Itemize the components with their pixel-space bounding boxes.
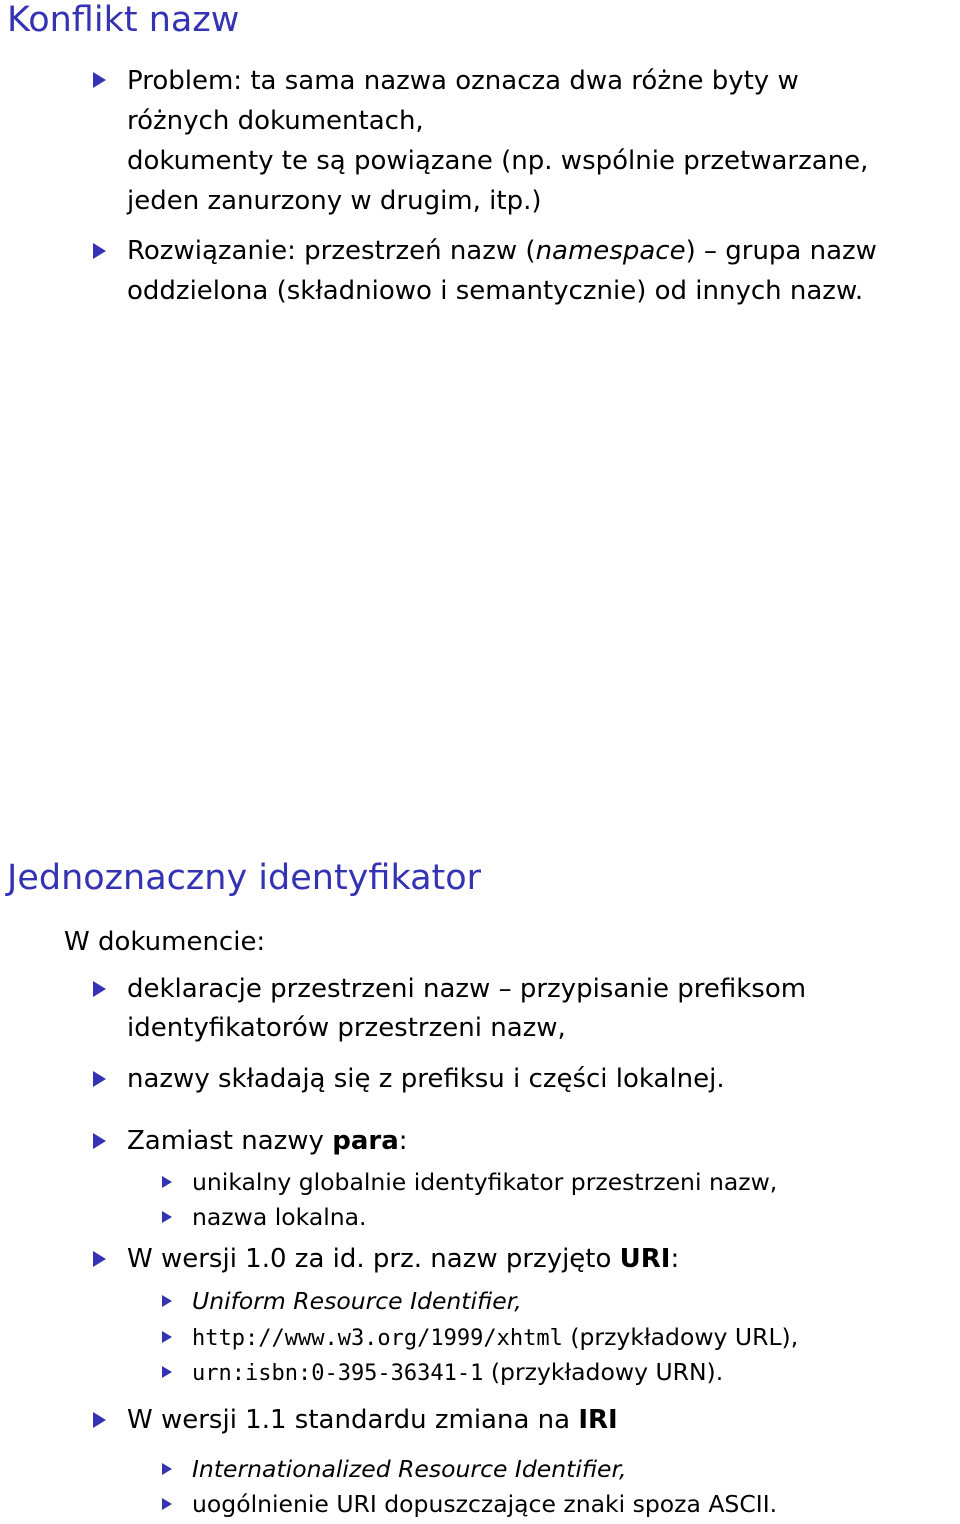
sub-bullet-triangle-icon: [162, 1176, 172, 1188]
bullet-instead-of-name: [127, 1121, 408, 1161]
bullet-triangle-icon: [93, 243, 106, 259]
text: ) – grupa nazw: [685, 236, 877, 266]
text: Rozwiązanie: przestrzeń nazw (: [127, 236, 536, 266]
bullet-triangle-icon: [93, 1133, 106, 1149]
sub-bullet-local-name: nazwa lokalna.: [192, 1203, 367, 1231]
bullet-triangle-icon: [93, 72, 106, 88]
slide-jednoznaczny-identyfikator: [0, 762, 960, 1524]
bullet-solution-line-1: [127, 231, 877, 271]
namespace-term: namespace: [535, 236, 686, 266]
bullet-problem-line-4: jeden zanurzony w drugim, itp.): [127, 186, 542, 216]
sub-bullet-triangle-icon: [162, 1498, 172, 1510]
bullet-triangle-icon: [93, 1412, 106, 1428]
sub-bullet-triangle-icon: [162, 1295, 172, 1307]
bullet-triangle-icon: [93, 1071, 106, 1087]
bullet-triangle-icon: [93, 1251, 106, 1267]
text: :: [398, 1126, 408, 1156]
text: :: [670, 1244, 680, 1274]
bullet-triangle-icon: [93, 981, 106, 997]
bullet-problem-line-1: Problem: ta sama nazwa oznacza dwa różne byty w: [127, 66, 799, 96]
sub-bullet-urn-example: [192, 1355, 723, 1391]
url-code: http://www.w3.org/1999/xhtml: [192, 1326, 563, 1351]
text: W wersji 1.0 za id. prz. nazw przyjęto: [127, 1244, 620, 1274]
para-term: para: [332, 1126, 399, 1156]
intro-text: W dokumencie:: [64, 927, 266, 957]
bullet-names-composition: nazwy składają się z prefiksu i części lokalnej.: [127, 1064, 725, 1094]
sub-bullet-url-example: [192, 1320, 798, 1356]
sub-bullet-triangle-icon: [162, 1366, 172, 1378]
bullet-version-1-0: [127, 1239, 679, 1279]
urn-code: urn:isbn:0-395-36341-1: [192, 1361, 484, 1386]
slide-title: Jednoznaczny identyfikator: [7, 858, 482, 898]
text: Zamiast nazwy: [127, 1126, 333, 1156]
sub-bullet-iri-generalization: uogólnienie URI dopuszczające znaki spoza ASCII.: [192, 1490, 778, 1518]
bullet-problem-line-3: dokumenty te są powiązane (np. wspólnie przetwarzane,: [127, 146, 869, 176]
sub-bullet-uri-expansion: Uniform Resource Identifier,: [192, 1287, 522, 1315]
bullet-solution-line-2: oddzielona (składniowo i semantycznie) od innych nazw.: [127, 276, 864, 306]
sub-bullet-triangle-icon: [162, 1211, 172, 1223]
slide-title: Konflikt nazw: [7, 0, 240, 40]
text: W wersji 1.1 standardu zmiana na: [127, 1405, 579, 1435]
text: (przykładowy URN).: [483, 1358, 724, 1386]
bullet-declarations-line-1: deklaracje przestrzeni nazw – przypisanie prefiksom: [127, 974, 807, 1004]
sub-bullet-global-identifier: unikalny globalnie identyfikator przestrzeni nazw,: [192, 1168, 778, 1196]
iri-term: IRI: [578, 1405, 618, 1435]
sub-bullet-triangle-icon: [162, 1463, 172, 1475]
bullet-problem-line-2: różnych dokumentach,: [127, 106, 424, 136]
bullet-declarations-line-2: identyfikatorów przestrzeni nazw,: [127, 1013, 566, 1043]
text: (przykładowy URL),: [562, 1323, 799, 1351]
uri-term: URI: [619, 1244, 671, 1274]
sub-bullet-iri-expansion: Internationalized Resource Identifier,: [192, 1455, 627, 1483]
sub-bullet-triangle-icon: [162, 1331, 172, 1343]
bullet-version-1-1: [127, 1400, 618, 1440]
